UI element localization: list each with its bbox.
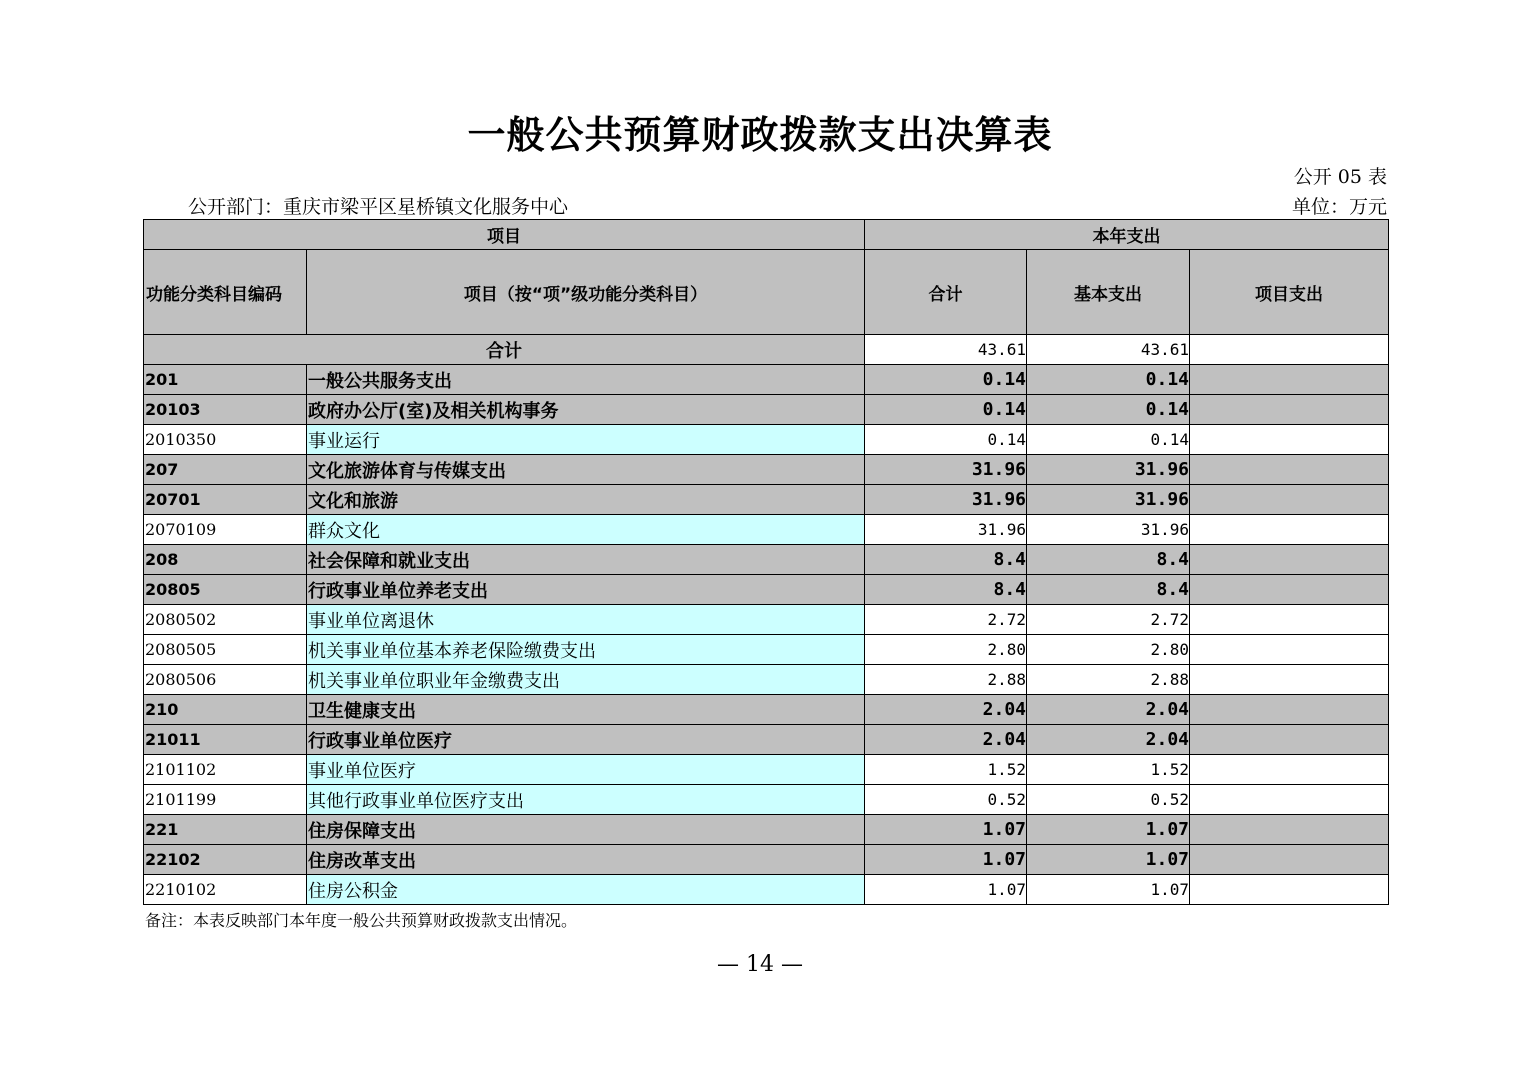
row-basic: 0.14 (1027, 365, 1190, 395)
row-name: 住房保障支出 (307, 815, 865, 845)
table-row (144, 395, 1389, 425)
total-row (144, 335, 1389, 365)
page-number: — 14 — (717, 952, 803, 977)
table-row (144, 455, 1389, 485)
row-total: 2.04 (865, 725, 1027, 755)
row-total: 1.07 (865, 845, 1027, 875)
row-project (1190, 575, 1389, 605)
row-project (1190, 755, 1389, 785)
row-name: 机关事业单位基本养老保险缴费支出 (307, 635, 865, 665)
row-total: 2.72 (865, 605, 1027, 635)
table-row (144, 425, 1389, 455)
row-basic: 0.14 (1027, 425, 1190, 455)
row-name: 文化和旅游 (307, 485, 865, 515)
page-title: 一般公共预算财政拨款支出决算表 (467, 113, 1053, 157)
unit-label: 单位：万元 (1291, 196, 1387, 218)
row-name: 住房公积金 (307, 875, 865, 905)
table-row (144, 485, 1389, 515)
row-name: 事业单位医疗 (307, 755, 865, 785)
row-project (1190, 395, 1389, 425)
row-project (1190, 695, 1389, 725)
table-row (144, 635, 1389, 665)
row-total: 1.07 (865, 815, 1027, 845)
table-note: 备注：本表反映部门本年度一般公共预算财政拨款支出情况。 (145, 911, 578, 930)
row-project (1190, 875, 1389, 905)
row-name: 事业单位离退休 (307, 605, 865, 635)
header-project: 项目支出 (1190, 250, 1389, 335)
budget-table (143, 219, 1389, 905)
row-project (1190, 485, 1389, 515)
row-total: 8.4 (865, 575, 1027, 605)
row-basic: 31.96 (1027, 485, 1190, 515)
row-code: 207 (144, 455, 307, 485)
row-code: 221 (144, 815, 307, 845)
row-project (1190, 425, 1389, 455)
row-basic: 0.14 (1027, 395, 1190, 425)
table-row (144, 815, 1389, 845)
table-row (144, 695, 1389, 725)
header-name: 项目（按“项”级功能分类科目） (307, 250, 865, 335)
header-code: 功能分类科目编码 (144, 250, 307, 335)
row-code: 22102 (144, 845, 307, 875)
row-code: 2010350 (144, 425, 307, 455)
row-name: 其他行政事业单位医疗支出 (307, 785, 865, 815)
row-total: 2.80 (865, 635, 1027, 665)
row-total: 1.52 (865, 755, 1027, 785)
row-project (1190, 365, 1389, 395)
row-total: 2.04 (865, 695, 1027, 725)
row-project (1190, 815, 1389, 845)
row-basic: 1.52 (1027, 755, 1190, 785)
row-basic: 2.72 (1027, 605, 1190, 635)
row-project (1190, 545, 1389, 575)
total-amount: 43.61 (865, 335, 1027, 365)
row-name: 群众文化 (307, 515, 865, 545)
row-name: 行政事业单位养老支出 (307, 575, 865, 605)
row-code: 2080502 (144, 605, 307, 635)
row-code: 2210102 (144, 875, 307, 905)
row-total: 0.52 (865, 785, 1027, 815)
table-row (144, 725, 1389, 755)
header-item: 项目 (144, 220, 865, 250)
row-total: 1.07 (865, 875, 1027, 905)
row-code: 201 (144, 365, 307, 395)
row-code: 20701 (144, 485, 307, 515)
table-row (144, 575, 1389, 605)
table-row (144, 365, 1389, 395)
table-row (144, 845, 1389, 875)
total-basic: 43.61 (1027, 335, 1190, 365)
row-basic: 2.80 (1027, 635, 1190, 665)
row-project (1190, 725, 1389, 755)
form-number: 公开 05 表 (1293, 166, 1387, 188)
row-project (1190, 785, 1389, 815)
row-name: 事业运行 (307, 425, 865, 455)
row-basic: 8.4 (1027, 545, 1190, 575)
row-total: 0.14 (865, 365, 1027, 395)
header-current-year: 本年支出 (865, 220, 1389, 250)
row-name: 政府办公厅(室)及相关机构事务 (307, 395, 865, 425)
row-total: 0.14 (865, 395, 1027, 425)
header-total: 合计 (865, 250, 1027, 335)
row-code: 2080505 (144, 635, 307, 665)
table-row (144, 515, 1389, 545)
row-project (1190, 845, 1389, 875)
row-basic: 0.52 (1027, 785, 1190, 815)
department-label: 公开部门：重庆市梁平区星桥镇文化服务中心 (188, 196, 569, 218)
row-basic: 8.4 (1027, 575, 1190, 605)
table-row (144, 785, 1389, 815)
row-name: 文化旅游体育与传媒支出 (307, 455, 865, 485)
table-row (144, 875, 1389, 905)
row-code: 208 (144, 545, 307, 575)
row-basic: 31.96 (1027, 515, 1190, 545)
row-code: 2070109 (144, 515, 307, 545)
row-total: 0.14 (865, 425, 1027, 455)
table-row (144, 665, 1389, 695)
row-code: 210 (144, 695, 307, 725)
row-project (1190, 635, 1389, 665)
row-code: 2101199 (144, 785, 307, 815)
row-basic: 1.07 (1027, 815, 1190, 845)
row-name: 卫生健康支出 (307, 695, 865, 725)
row-basic: 2.04 (1027, 695, 1190, 725)
row-total: 31.96 (865, 515, 1027, 545)
row-code: 21011 (144, 725, 307, 755)
row-project (1190, 665, 1389, 695)
row-name: 一般公共服务支出 (307, 365, 865, 395)
row-code: 20103 (144, 395, 307, 425)
total-project (1190, 335, 1389, 365)
row-total: 31.96 (865, 455, 1027, 485)
table-row (144, 755, 1389, 785)
row-code: 2080506 (144, 665, 307, 695)
row-project (1190, 455, 1389, 485)
row-basic: 1.07 (1027, 875, 1190, 905)
row-name: 住房改革支出 (307, 845, 865, 875)
row-name: 机关事业单位职业年金缴费支出 (307, 665, 865, 695)
row-basic: 31.96 (1027, 455, 1190, 485)
row-project (1190, 605, 1389, 635)
row-total: 2.88 (865, 665, 1027, 695)
row-code: 20805 (144, 575, 307, 605)
row-project (1190, 515, 1389, 545)
row-total: 8.4 (865, 545, 1027, 575)
row-basic: 2.04 (1027, 725, 1190, 755)
row-name: 行政事业单位医疗 (307, 725, 865, 755)
row-name: 社会保障和就业支出 (307, 545, 865, 575)
row-basic: 2.88 (1027, 665, 1190, 695)
header-basic: 基本支出 (1027, 250, 1190, 335)
table-row (144, 545, 1389, 575)
row-code: 2101102 (144, 755, 307, 785)
total-label: 合计 (144, 335, 865, 365)
table-row (144, 605, 1389, 635)
row-total: 31.96 (865, 485, 1027, 515)
row-basic: 1.07 (1027, 845, 1190, 875)
